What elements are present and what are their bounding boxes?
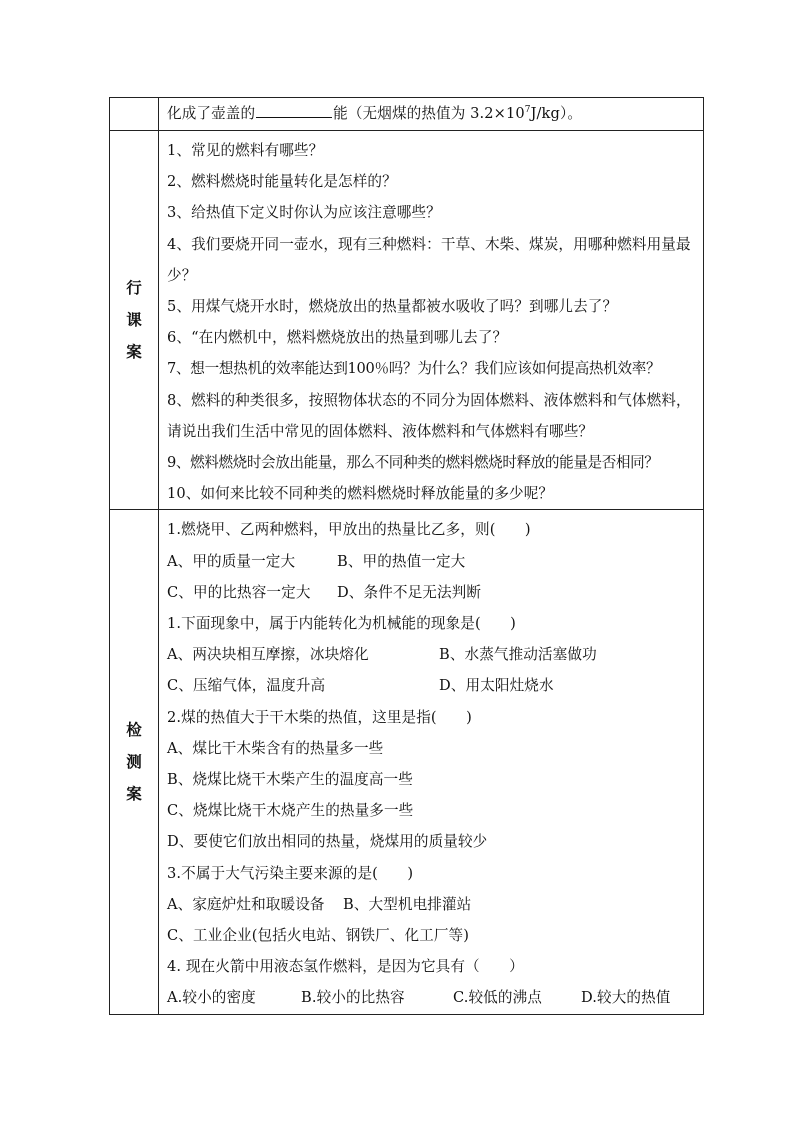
question-item: 3、给热值下定义时你认为应该注意哪些？ [167, 204, 441, 222]
test-options-row [167, 577, 697, 608]
row1-suffix-a: 能（无烟煤的热值为 3.2×10 [333, 105, 525, 122]
option: C、甲的比热容一定大 [167, 583, 311, 601]
test-options-row [167, 546, 697, 577]
option: A、两决块相互摩擦，冰块熔化 [167, 646, 369, 664]
section-char: 检 [126, 720, 142, 740]
test-options-row [167, 670, 697, 701]
exponent: 7 [524, 105, 531, 115]
test-stem: 2.煤的热值大于干木柴的热值，这里是指( ) [167, 708, 472, 726]
question-item: 8、燃料的种类很多，按照物体状态的不同分为固体燃料、液体燃料和气体燃料，请说出我们生活中常见的固体燃料、液体燃料和气体燃料有哪些？ [167, 391, 691, 440]
section-char: 案 [126, 342, 142, 362]
section-char: 测 [126, 752, 142, 772]
row1-prefix: 化成了壶盖的 [167, 105, 256, 122]
option: B、烧煤比烧干木柴产生的温度高一些 [167, 771, 413, 789]
section-jian-ce-an [110, 510, 159, 1014]
option: A、家庭炉灶和取暖设备 [167, 895, 325, 913]
question-item: 4、我们要烧开同一壶水，现有三种燃料：干草、木柴、煤炭，用哪种燃料用量最少？ [167, 235, 691, 284]
option: B、大型机电排灌站 [343, 895, 472, 913]
section-label [126, 272, 142, 368]
section-xing-ke-an [110, 131, 159, 510]
empty-side-cell [110, 98, 159, 131]
question-item: 7、想一想热机的效率能达到100％吗？为什么？我们应该如何提高热机效率？ [167, 360, 661, 378]
option: D、条件不足无法判断 [337, 583, 482, 601]
continuation-text [159, 98, 703, 129]
option: C.较低的沸点 [453, 989, 542, 1007]
test-stem: 1.燃烧甲、乙两种燃料，甲放出的热量比乙多，则( ) [167, 521, 531, 539]
question-item: 10、如何来比较不同种类的燃料燃烧时释放能量的多少呢？ [167, 485, 554, 503]
section-char: 案 [126, 784, 142, 804]
fill-blank [256, 103, 332, 118]
option: B.较小的比热容 [301, 989, 405, 1007]
option: A、煤比干木柴含有的热量多一些 [167, 739, 384, 757]
test-options-row [167, 982, 697, 1013]
option: C、压缩气体，温度升高 [167, 677, 326, 695]
option: A、甲的质量一定大 [167, 552, 296, 570]
lesson-table [109, 97, 704, 1015]
row1-suffix-b: J/kg）。 [530, 105, 583, 122]
test-options-row [167, 639, 697, 670]
option: C、工业企业(包括火电站、钢铁厂、化工厂等) [167, 927, 470, 945]
option: C、烧煤比烧干木烧产生的热量多一些 [167, 802, 414, 820]
section-char: 课 [126, 310, 142, 330]
question-item: 6、“在内燃机中，燃料燃烧放出的热量到哪儿去了？ [167, 329, 508, 347]
option: B、甲的热值一定大 [337, 552, 466, 570]
worksheet [109, 97, 704, 1015]
question-item: 9、燃料燃烧时会放出能量，那么不同种类的燃料燃烧时释放的能量是否相同？ [167, 454, 659, 472]
option: A.较小的密度 [167, 989, 256, 1007]
section-char: 行 [126, 278, 142, 298]
section-label [126, 714, 142, 810]
continuation-cell [159, 98, 704, 131]
option: B、水蒸气推动活塞做功 [439, 646, 597, 664]
table-row [110, 131, 704, 510]
questions-cell [159, 131, 704, 510]
question-item: 1、常见的燃料有哪些？ [167, 142, 324, 159]
table-row [110, 98, 704, 131]
option: D、用太阳灶烧水 [439, 677, 554, 695]
test-stem: 4. 现在火箭中用液态氢作燃料，是因为它具有（ ） [167, 958, 524, 976]
question-item: 5、用煤气烧开水时，燃烧放出的热量都被水吸收了吗？到哪儿去了？ [167, 298, 618, 316]
question-list [159, 131, 703, 509]
test-options-row [167, 889, 697, 920]
test-stem: 1.下面现象中，属于内能转化为机械能的现象是( ) [167, 615, 516, 633]
question-item: 2、燃料燃烧时能量转化是怎样的？ [167, 173, 397, 191]
tests-cell [159, 510, 704, 1014]
test-stem: 3.不属于大气污染主要来源的是( ) [167, 864, 414, 882]
test-list [159, 510, 703, 1013]
table-row [110, 510, 704, 1014]
option: D.较大的热值 [581, 989, 671, 1007]
option: D、要使它们放出相同的热量，烧煤用的质量较少 [167, 833, 488, 851]
